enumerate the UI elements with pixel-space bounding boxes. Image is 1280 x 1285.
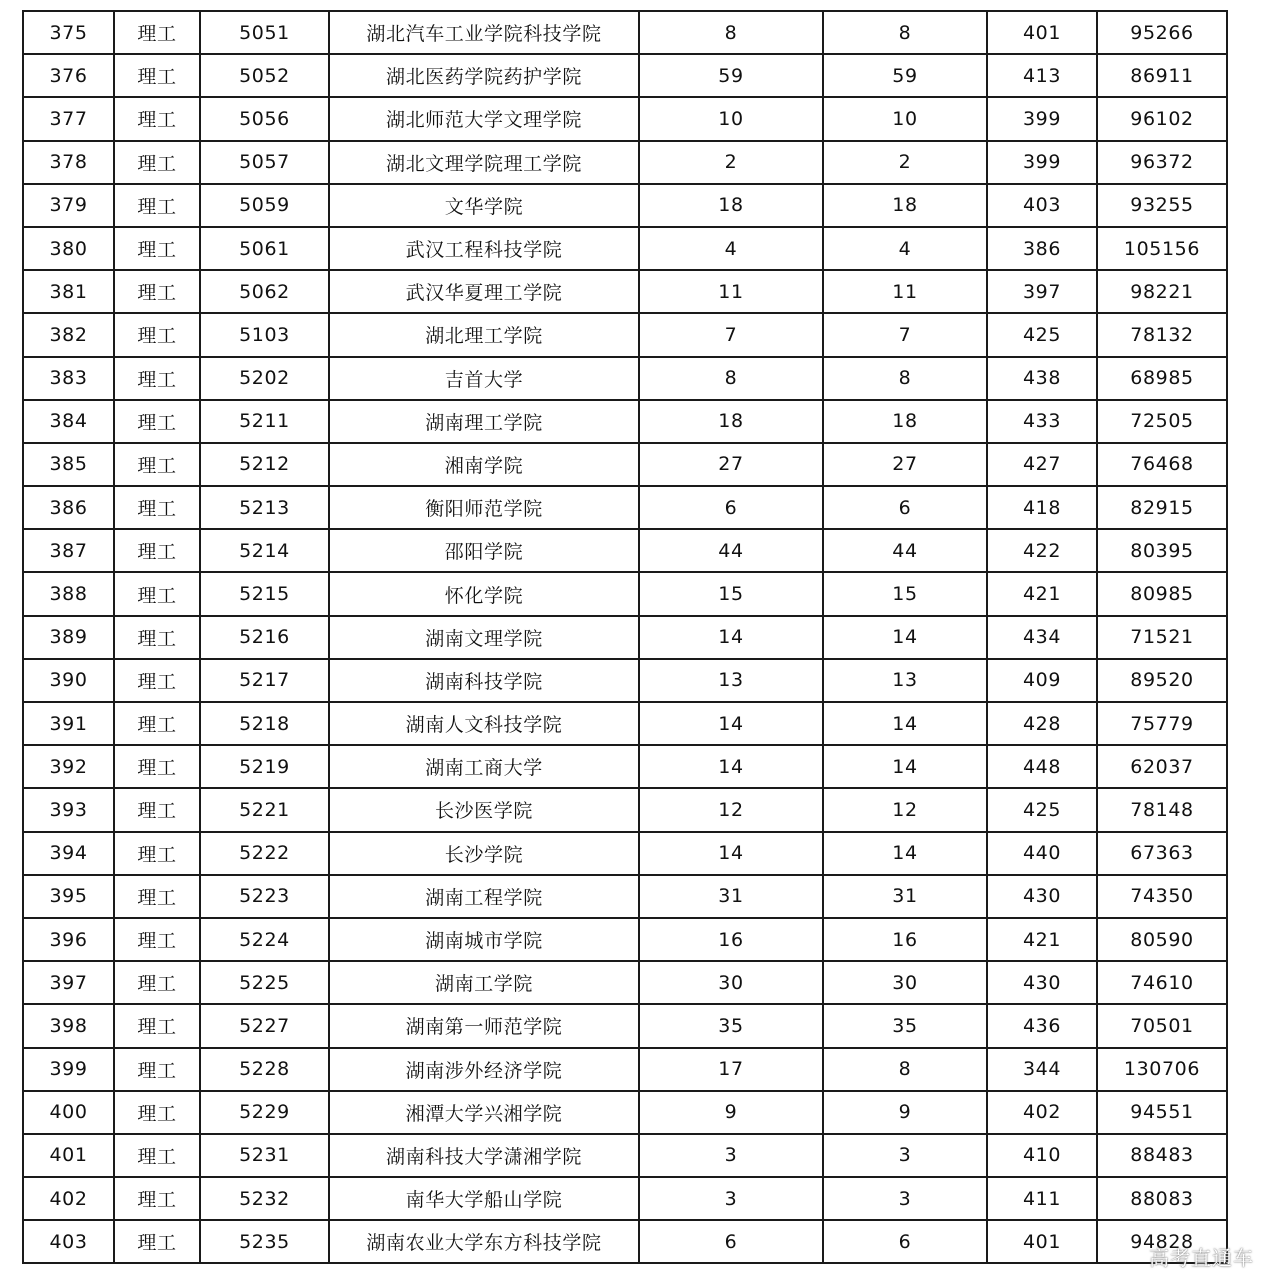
min-score-cell: 399 bbox=[987, 141, 1097, 184]
category-cell: 理工 bbox=[114, 141, 200, 184]
category-cell: 理工 bbox=[114, 832, 200, 875]
school-name-cell: 湖北理工学院 bbox=[329, 313, 639, 356]
table-row bbox=[23, 832, 1227, 875]
school-name-cell: 湖南科技大学潇湘学院 bbox=[329, 1134, 639, 1177]
school-code-cell: 5231 bbox=[200, 1134, 329, 1177]
plan-count-cell: 30 bbox=[639, 961, 823, 1004]
table-row bbox=[23, 788, 1227, 831]
admitted-count-cell: 3 bbox=[823, 1177, 987, 1220]
school-name-cell: 怀化学院 bbox=[329, 572, 639, 615]
category-cell: 理工 bbox=[114, 54, 200, 97]
school-code-cell: 5213 bbox=[200, 486, 329, 529]
row-number-cell: 387 bbox=[23, 529, 114, 572]
plan-count-cell: 13 bbox=[639, 659, 823, 702]
table-row bbox=[23, 572, 1227, 615]
admitted-count-cell: 6 bbox=[823, 486, 987, 529]
row-number-cell: 379 bbox=[23, 184, 114, 227]
table-row bbox=[23, 616, 1227, 659]
plan-count-cell: 18 bbox=[639, 184, 823, 227]
table-row bbox=[23, 227, 1227, 270]
min-score-cell: 430 bbox=[987, 961, 1097, 1004]
min-rank-cell: 70501 bbox=[1097, 1004, 1227, 1047]
min-rank-cell: 96102 bbox=[1097, 97, 1227, 140]
school-code-cell: 5061 bbox=[200, 227, 329, 270]
row-number-cell: 397 bbox=[23, 961, 114, 1004]
min-rank-cell: 86911 bbox=[1097, 54, 1227, 97]
category-cell: 理工 bbox=[114, 1177, 200, 1220]
admitted-count-cell: 13 bbox=[823, 659, 987, 702]
table-row bbox=[23, 659, 1227, 702]
plan-count-cell: 14 bbox=[639, 702, 823, 745]
min-score-cell: 411 bbox=[987, 1177, 1097, 1220]
school-code-cell: 5202 bbox=[200, 357, 329, 400]
school-code-cell: 5052 bbox=[200, 54, 329, 97]
admitted-count-cell: 14 bbox=[823, 616, 987, 659]
school-code-cell: 5222 bbox=[200, 832, 329, 875]
min-rank-cell: 105156 bbox=[1097, 227, 1227, 270]
min-score-cell: 413 bbox=[987, 54, 1097, 97]
admitted-count-cell: 14 bbox=[823, 702, 987, 745]
admission-table bbox=[22, 10, 1228, 1264]
school-name-cell: 湖南农业大学东方科技学院 bbox=[329, 1220, 639, 1263]
min-score-cell: 397 bbox=[987, 270, 1097, 313]
category-cell: 理工 bbox=[114, 184, 200, 227]
category-cell: 理工 bbox=[114, 875, 200, 918]
school-code-cell: 5223 bbox=[200, 875, 329, 918]
school-code-cell: 5056 bbox=[200, 97, 329, 140]
plan-count-cell: 7 bbox=[639, 313, 823, 356]
table-row bbox=[23, 357, 1227, 400]
table-row bbox=[23, 486, 1227, 529]
plan-count-cell: 11 bbox=[639, 270, 823, 313]
category-cell: 理工 bbox=[114, 1134, 200, 1177]
plan-count-cell: 14 bbox=[639, 832, 823, 875]
admitted-count-cell: 18 bbox=[823, 400, 987, 443]
category-cell: 理工 bbox=[114, 616, 200, 659]
min-rank-cell: 71521 bbox=[1097, 616, 1227, 659]
school-name-cell: 湖南涉外经济学院 bbox=[329, 1048, 639, 1091]
admitted-count-cell: 8 bbox=[823, 357, 987, 400]
school-code-cell: 5211 bbox=[200, 400, 329, 443]
category-cell: 理工 bbox=[114, 745, 200, 788]
plan-count-cell: 6 bbox=[639, 1220, 823, 1263]
plan-count-cell: 8 bbox=[639, 357, 823, 400]
min-score-cell: 401 bbox=[987, 1220, 1097, 1263]
row-number-cell: 376 bbox=[23, 54, 114, 97]
table-row bbox=[23, 702, 1227, 745]
min-score-cell: 402 bbox=[987, 1091, 1097, 1134]
row-number-cell: 390 bbox=[23, 659, 114, 702]
school-code-cell: 5216 bbox=[200, 616, 329, 659]
category-cell: 理工 bbox=[114, 1091, 200, 1134]
min-rank-cell: 74610 bbox=[1097, 961, 1227, 1004]
plan-count-cell: 59 bbox=[639, 54, 823, 97]
school-code-cell: 5235 bbox=[200, 1220, 329, 1263]
school-code-cell: 5232 bbox=[200, 1177, 329, 1220]
min-score-cell: 403 bbox=[987, 184, 1097, 227]
admitted-count-cell: 4 bbox=[823, 227, 987, 270]
admitted-count-cell: 8 bbox=[823, 1048, 987, 1091]
min-score-cell: 430 bbox=[987, 875, 1097, 918]
min-score-cell: 421 bbox=[987, 918, 1097, 961]
school-code-cell: 5212 bbox=[200, 443, 329, 486]
plan-count-cell: 17 bbox=[639, 1048, 823, 1091]
min-score-cell: 438 bbox=[987, 357, 1097, 400]
row-number-cell: 400 bbox=[23, 1091, 114, 1134]
school-name-cell: 南华大学船山学院 bbox=[329, 1177, 639, 1220]
table-row bbox=[23, 918, 1227, 961]
school-name-cell: 武汉华夏理工学院 bbox=[329, 270, 639, 313]
school-name-cell: 文华学院 bbox=[329, 184, 639, 227]
school-name-cell: 武汉工程科技学院 bbox=[329, 227, 639, 270]
table-row bbox=[23, 529, 1227, 572]
category-cell: 理工 bbox=[114, 270, 200, 313]
admitted-count-cell: 35 bbox=[823, 1004, 987, 1047]
table-row bbox=[23, 184, 1227, 227]
table-row bbox=[23, 1134, 1227, 1177]
row-number-cell: 385 bbox=[23, 443, 114, 486]
min-rank-cell: 72505 bbox=[1097, 400, 1227, 443]
admitted-count-cell: 7 bbox=[823, 313, 987, 356]
plan-count-cell: 4 bbox=[639, 227, 823, 270]
min-rank-cell: 68985 bbox=[1097, 357, 1227, 400]
plan-count-cell: 27 bbox=[639, 443, 823, 486]
category-cell: 理工 bbox=[114, 659, 200, 702]
school-name-cell: 湖南理工学院 bbox=[329, 400, 639, 443]
school-name-cell: 湖南人文科技学院 bbox=[329, 702, 639, 745]
school-name-cell: 湘南学院 bbox=[329, 443, 639, 486]
plan-count-cell: 16 bbox=[639, 918, 823, 961]
category-cell: 理工 bbox=[114, 357, 200, 400]
admitted-count-cell: 3 bbox=[823, 1134, 987, 1177]
row-number-cell: 402 bbox=[23, 1177, 114, 1220]
min-score-cell: 399 bbox=[987, 97, 1097, 140]
row-number-cell: 395 bbox=[23, 875, 114, 918]
school-code-cell: 5225 bbox=[200, 961, 329, 1004]
min-score-cell: 428 bbox=[987, 702, 1097, 745]
plan-count-cell: 2 bbox=[639, 141, 823, 184]
school-name-cell: 吉首大学 bbox=[329, 357, 639, 400]
min-rank-cell: 89520 bbox=[1097, 659, 1227, 702]
row-number-cell: 399 bbox=[23, 1048, 114, 1091]
category-cell: 理工 bbox=[114, 227, 200, 270]
school-code-cell: 5051 bbox=[200, 11, 329, 54]
min-rank-cell: 78148 bbox=[1097, 788, 1227, 831]
watermark: 高考直通车 bbox=[1149, 1246, 1254, 1270]
row-number-cell: 403 bbox=[23, 1220, 114, 1263]
school-code-cell: 5062 bbox=[200, 270, 329, 313]
table-row bbox=[23, 1177, 1227, 1220]
plan-count-cell: 12 bbox=[639, 788, 823, 831]
table-row bbox=[23, 97, 1227, 140]
min-rank-cell: 78132 bbox=[1097, 313, 1227, 356]
table-row bbox=[23, 54, 1227, 97]
school-code-cell: 5103 bbox=[200, 313, 329, 356]
school-code-cell: 5217 bbox=[200, 659, 329, 702]
school-code-cell: 5221 bbox=[200, 788, 329, 831]
school-name-cell: 长沙学院 bbox=[329, 832, 639, 875]
category-cell: 理工 bbox=[114, 11, 200, 54]
row-number-cell: 389 bbox=[23, 616, 114, 659]
row-number-cell: 398 bbox=[23, 1004, 114, 1047]
school-code-cell: 5215 bbox=[200, 572, 329, 615]
admitted-count-cell: 44 bbox=[823, 529, 987, 572]
school-name-cell: 湖北医药学院药护学院 bbox=[329, 54, 639, 97]
category-cell: 理工 bbox=[114, 961, 200, 1004]
category-cell: 理工 bbox=[114, 702, 200, 745]
admitted-count-cell: 11 bbox=[823, 270, 987, 313]
row-number-cell: 381 bbox=[23, 270, 114, 313]
admitted-count-cell: 9 bbox=[823, 1091, 987, 1134]
row-number-cell: 380 bbox=[23, 227, 114, 270]
school-name-cell: 邵阳学院 bbox=[329, 529, 639, 572]
school-name-cell: 长沙医学院 bbox=[329, 788, 639, 831]
admitted-count-cell: 12 bbox=[823, 788, 987, 831]
admitted-count-cell: 16 bbox=[823, 918, 987, 961]
school-name-cell: 湖南城市学院 bbox=[329, 918, 639, 961]
min-score-cell: 421 bbox=[987, 572, 1097, 615]
min-rank-cell: 93255 bbox=[1097, 184, 1227, 227]
category-cell: 理工 bbox=[114, 1220, 200, 1263]
row-number-cell: 386 bbox=[23, 486, 114, 529]
row-number-cell: 392 bbox=[23, 745, 114, 788]
table-row bbox=[23, 961, 1227, 1004]
plan-count-cell: 18 bbox=[639, 400, 823, 443]
min-rank-cell: 74350 bbox=[1097, 875, 1227, 918]
category-cell: 理工 bbox=[114, 572, 200, 615]
plan-count-cell: 44 bbox=[639, 529, 823, 572]
category-cell: 理工 bbox=[114, 400, 200, 443]
category-cell: 理工 bbox=[114, 1048, 200, 1091]
admission-table-container bbox=[22, 10, 1226, 1264]
table-row bbox=[23, 875, 1227, 918]
min-rank-cell: 95266 bbox=[1097, 11, 1227, 54]
admitted-count-cell: 14 bbox=[823, 745, 987, 788]
school-code-cell: 5227 bbox=[200, 1004, 329, 1047]
plan-count-cell: 10 bbox=[639, 97, 823, 140]
plan-count-cell: 8 bbox=[639, 11, 823, 54]
min-score-cell: 448 bbox=[987, 745, 1097, 788]
school-code-cell: 5229 bbox=[200, 1091, 329, 1134]
table-row bbox=[23, 313, 1227, 356]
school-name-cell: 湖南工程学院 bbox=[329, 875, 639, 918]
school-name-cell: 湖南文理学院 bbox=[329, 616, 639, 659]
min-rank-cell: 98221 bbox=[1097, 270, 1227, 313]
table-row bbox=[23, 400, 1227, 443]
school-name-cell: 湖南工商大学 bbox=[329, 745, 639, 788]
min-score-cell: 433 bbox=[987, 400, 1097, 443]
plan-count-cell: 15 bbox=[639, 572, 823, 615]
min-score-cell: 401 bbox=[987, 11, 1097, 54]
plan-count-cell: 3 bbox=[639, 1134, 823, 1177]
plan-count-cell: 14 bbox=[639, 616, 823, 659]
min-score-cell: 410 bbox=[987, 1134, 1097, 1177]
school-name-cell: 衡阳师范学院 bbox=[329, 486, 639, 529]
school-name-cell: 湖南第一师范学院 bbox=[329, 1004, 639, 1047]
plan-count-cell: 35 bbox=[639, 1004, 823, 1047]
admitted-count-cell: 2 bbox=[823, 141, 987, 184]
category-cell: 理工 bbox=[114, 918, 200, 961]
admitted-count-cell: 10 bbox=[823, 97, 987, 140]
category-cell: 理工 bbox=[114, 97, 200, 140]
category-cell: 理工 bbox=[114, 313, 200, 356]
row-number-cell: 388 bbox=[23, 572, 114, 615]
row-number-cell: 396 bbox=[23, 918, 114, 961]
admitted-count-cell: 6 bbox=[823, 1220, 987, 1263]
admitted-count-cell: 27 bbox=[823, 443, 987, 486]
admitted-count-cell: 14 bbox=[823, 832, 987, 875]
row-number-cell: 394 bbox=[23, 832, 114, 875]
plan-count-cell: 9 bbox=[639, 1091, 823, 1134]
admitted-count-cell: 15 bbox=[823, 572, 987, 615]
school-name-cell: 湖南科技学院 bbox=[329, 659, 639, 702]
min-score-cell: 344 bbox=[987, 1048, 1097, 1091]
category-cell: 理工 bbox=[114, 788, 200, 831]
min-rank-cell: 80985 bbox=[1097, 572, 1227, 615]
min-rank-cell: 82915 bbox=[1097, 486, 1227, 529]
row-number-cell: 377 bbox=[23, 97, 114, 140]
row-number-cell: 383 bbox=[23, 357, 114, 400]
table-row bbox=[23, 443, 1227, 486]
min-rank-cell: 94551 bbox=[1097, 1091, 1227, 1134]
school-code-cell: 5218 bbox=[200, 702, 329, 745]
min-score-cell: 440 bbox=[987, 832, 1097, 875]
row-number-cell: 378 bbox=[23, 141, 114, 184]
school-name-cell: 湖北师范大学文理学院 bbox=[329, 97, 639, 140]
school-name-cell: 湘潭大学兴湘学院 bbox=[329, 1091, 639, 1134]
school-code-cell: 5219 bbox=[200, 745, 329, 788]
table-row bbox=[23, 1004, 1227, 1047]
row-number-cell: 384 bbox=[23, 400, 114, 443]
plan-count-cell: 6 bbox=[639, 486, 823, 529]
min-rank-cell: 76468 bbox=[1097, 443, 1227, 486]
row-number-cell: 375 bbox=[23, 11, 114, 54]
admitted-count-cell: 31 bbox=[823, 875, 987, 918]
min-rank-cell: 130706 bbox=[1097, 1048, 1227, 1091]
school-code-cell: 5228 bbox=[200, 1048, 329, 1091]
row-number-cell: 391 bbox=[23, 702, 114, 745]
row-number-cell: 401 bbox=[23, 1134, 114, 1177]
admitted-count-cell: 30 bbox=[823, 961, 987, 1004]
min-score-cell: 425 bbox=[987, 788, 1097, 831]
min-rank-cell: 67363 bbox=[1097, 832, 1227, 875]
category-cell: 理工 bbox=[114, 529, 200, 572]
table-row bbox=[23, 1220, 1227, 1263]
school-code-cell: 5224 bbox=[200, 918, 329, 961]
table-row bbox=[23, 141, 1227, 184]
admitted-count-cell: 8 bbox=[823, 11, 987, 54]
school-name-cell: 湖南工学院 bbox=[329, 961, 639, 1004]
plan-count-cell: 31 bbox=[639, 875, 823, 918]
plan-count-cell: 3 bbox=[639, 1177, 823, 1220]
category-cell: 理工 bbox=[114, 1004, 200, 1047]
min-rank-cell: 96372 bbox=[1097, 141, 1227, 184]
admitted-count-cell: 18 bbox=[823, 184, 987, 227]
row-number-cell: 382 bbox=[23, 313, 114, 356]
min-score-cell: 434 bbox=[987, 616, 1097, 659]
school-name-cell: 湖北汽车工业学院科技学院 bbox=[329, 11, 639, 54]
category-cell: 理工 bbox=[114, 443, 200, 486]
min-rank-cell: 80590 bbox=[1097, 918, 1227, 961]
min-score-cell: 436 bbox=[987, 1004, 1097, 1047]
min-rank-cell: 62037 bbox=[1097, 745, 1227, 788]
min-score-cell: 418 bbox=[987, 486, 1097, 529]
min-score-cell: 422 bbox=[987, 529, 1097, 572]
category-cell: 理工 bbox=[114, 486, 200, 529]
admitted-count-cell: 59 bbox=[823, 54, 987, 97]
table-row bbox=[23, 11, 1227, 54]
min-score-cell: 427 bbox=[987, 443, 1097, 486]
min-score-cell: 425 bbox=[987, 313, 1097, 356]
min-rank-cell: 75779 bbox=[1097, 702, 1227, 745]
table-row bbox=[23, 745, 1227, 788]
school-code-cell: 5057 bbox=[200, 141, 329, 184]
school-name-cell: 湖北文理学院理工学院 bbox=[329, 141, 639, 184]
min-score-cell: 409 bbox=[987, 659, 1097, 702]
table-body bbox=[23, 11, 1227, 1263]
row-number-cell: 393 bbox=[23, 788, 114, 831]
min-score-cell: 386 bbox=[987, 227, 1097, 270]
table-row bbox=[23, 1048, 1227, 1091]
school-code-cell: 5059 bbox=[200, 184, 329, 227]
table-row bbox=[23, 1091, 1227, 1134]
min-rank-cell: 88483 bbox=[1097, 1134, 1227, 1177]
school-code-cell: 5214 bbox=[200, 529, 329, 572]
min-rank-cell: 80395 bbox=[1097, 529, 1227, 572]
min-rank-cell: 88083 bbox=[1097, 1177, 1227, 1220]
min-rank-cell: 94828 bbox=[1097, 1220, 1227, 1263]
plan-count-cell: 14 bbox=[639, 745, 823, 788]
table-row bbox=[23, 270, 1227, 313]
